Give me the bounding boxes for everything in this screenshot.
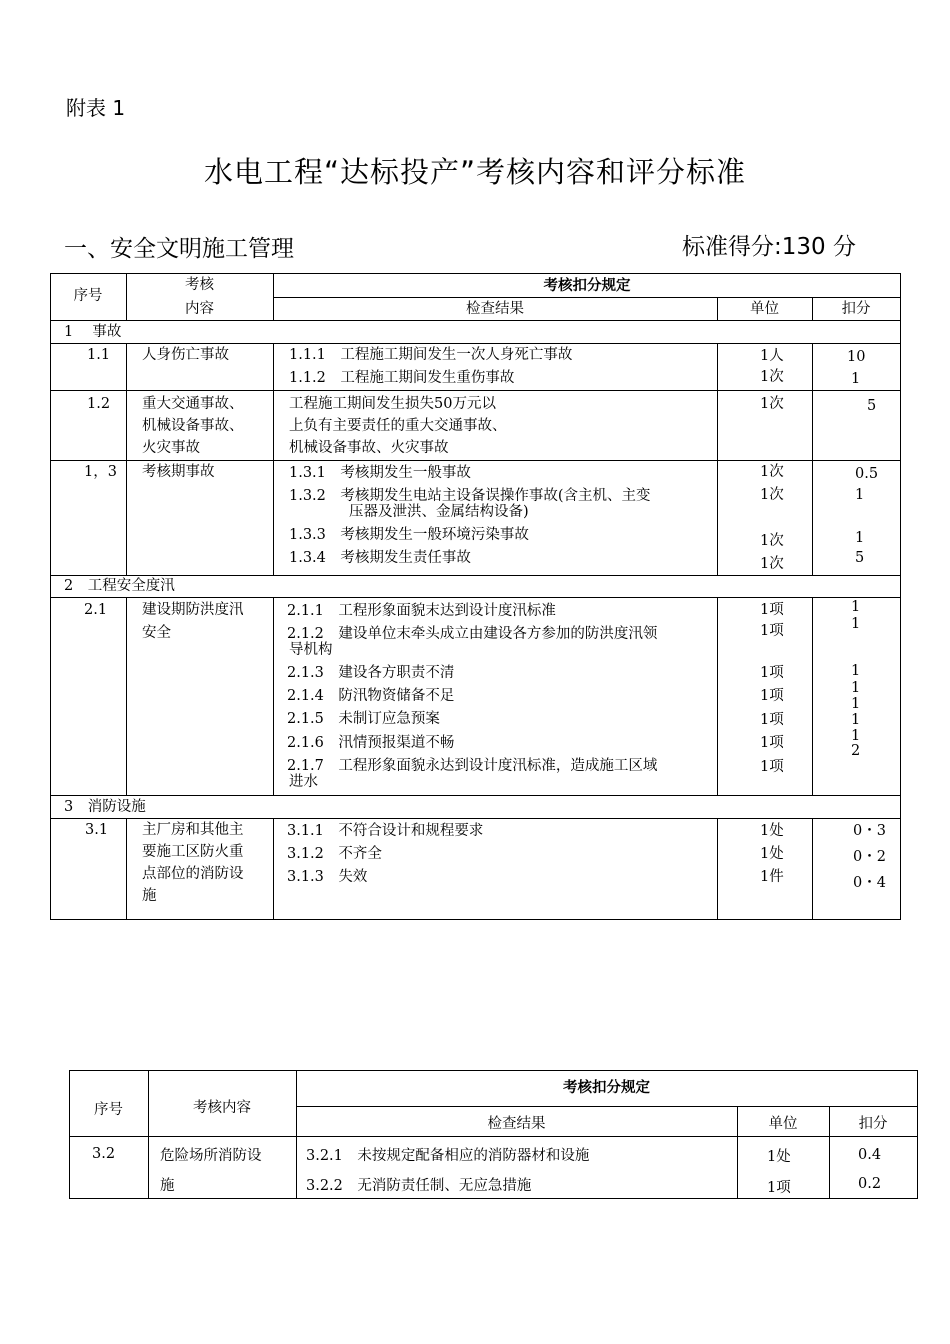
row-seq: 1.2 [87,396,111,412]
row-item: 1.1.2 工程施工期间发生重伤事故 [289,370,515,386]
row-item: 1.3.3 考核期发生一般环境污染事故 [289,527,529,543]
row-item: 2.1.5 未制订应急预案 [287,711,440,727]
row-item: 1.1.1 工程施工期间发生一次人身死亡事故 [289,347,573,363]
header-unit: 单位 [750,301,779,317]
row-seq: 3.2 [92,1146,116,1162]
row-deduct: 1 [851,712,861,728]
row-deduct: 1 [855,530,865,546]
standard-score: 标准得分:130 分 [682,234,856,260]
row-unit: 1次 [760,396,784,412]
row-item: 3.1.3 失效 [287,869,368,885]
row-unit: 1件 [760,869,784,885]
row-deduct: 1 [851,371,861,387]
header-content: 考核内容 [193,1100,251,1116]
header-content-line1: 考核 [185,277,214,293]
header-rule: 考核扣分规定 [563,1080,650,1096]
row-unit: 1次 [760,556,784,572]
row-deduct: 0・4 [853,875,886,891]
row-deduct: 0.2 [858,1176,882,1192]
row-deduct: 0.5 [855,466,879,482]
row-item: 工程施工期间发生损失50万元以 [289,396,496,412]
row-unit: 1处 [760,846,784,862]
row-unit: 1项 [760,688,784,704]
row-content: 重大交通事故、 [142,396,244,412]
header-rule: 考核扣分规定 [543,278,631,294]
header-result: 检查结果 [487,1116,546,1132]
row-content: 危险场所消防设 [160,1148,262,1164]
row-item: 1.3.4 考核期发生责任事故 [289,550,471,566]
row-content: 建设期防洪度汛 [142,602,244,618]
row-item: 1.3.1 考核期发生一般事故 [289,465,471,481]
row-unit: 1处 [767,1149,791,1165]
row-content: 施 [160,1178,175,1194]
row-unit: 1项 [760,602,784,618]
row-deduct: 1 [855,487,865,503]
row-unit: 1项 [760,665,784,681]
row-item: 3.1.1 不符合设计和规程要求 [287,823,484,839]
row-deduct: 1 [851,599,861,615]
row-deduct: 0・3 [853,823,886,839]
row-seq: 3.1 [85,822,109,838]
row-content: 主厂房和其他主 [142,822,244,838]
row-unit: 1次 [760,487,784,503]
row-deduct: 1 [851,616,861,632]
header-unit: 单位 [768,1116,798,1132]
row-item: 2.1.6 汛情预报渠道不畅 [287,735,455,751]
row-item: 3.1.2 不齐全 [287,846,382,862]
row-item: 1.3.2 考核期发生电站主设备误操作事故(含主机、主变 [289,488,651,504]
row-deduct: 10 [847,349,866,365]
row-content: 要施工区防火重 [142,844,244,860]
row-item: 进水 [289,774,318,790]
row-content: 施 [142,888,157,904]
group-row-flood: 2 工程安全度汛 [64,578,175,594]
row-item: 2.1.1 工程形象面貌末达到设计度汛标准 [287,603,556,619]
row-unit: 1次 [760,464,784,480]
row-deduct: 0.4 [858,1147,882,1163]
header-seq: 序号 [94,1102,123,1118]
row-content: 火灾事故 [142,440,200,456]
row-content: 点部位的消防设 [142,866,244,882]
row-content: 安全 [142,625,171,641]
row-content: 机械设备事故、 [142,418,244,434]
row-item: 2.1.2 建设单位末牵头成立由建设各方参加的防洪度汛领 [287,626,658,642]
row-unit: 1项 [760,759,784,775]
group-row-fire: 3 消防设施 [64,799,146,815]
row-deduct: 1 [851,663,861,679]
row-unit: 1人 [760,348,784,364]
appendix-label: 附表 1 [66,96,126,120]
row-item: 2.1.7 工程形象面貌永达到设计度汛标准，造成施工区域 [287,758,658,774]
row-seq: 1.1 [87,347,111,363]
row-item: 上负有主要责任的重大交通事故、 [289,418,507,434]
row-unit: 1次 [760,533,784,549]
row-item: 压器及泄洪、金属结构设备) [349,504,529,520]
page-title: 水电工程“达标投产”考核内容和评分标准 [203,155,747,189]
row-content: 人身伤亡事故 [142,347,229,363]
row-unit: 1项 [767,1180,791,1196]
row-item: 2.1.4 防汛物资储备不足 [287,688,455,704]
row-deduct: 5 [867,398,877,414]
row-unit: 1项 [760,712,784,728]
header-content-line2: 内容 [185,301,214,317]
row-deduct: 1 [851,728,861,744]
row-unit: 1项 [760,735,784,751]
row-deduct: 1 [851,680,861,696]
row-unit: 1次 [760,369,784,385]
row-seq: 1，3 [84,464,117,480]
row-unit: 1项 [760,623,784,639]
row-item: 3.2.1 未按规定配备相应的消防器材和设施 [306,1148,590,1164]
row-item: 2.1.3 建设各方职责不清 [287,665,455,681]
header-deduct: 扣分 [841,301,871,317]
row-deduct: 0・2 [853,849,886,865]
row-deduct: 2 [851,743,861,759]
row-seq: 2.1 [84,602,108,618]
header-result: 检查结果 [466,301,524,317]
row-item: 机械设备事故、火灾事故 [289,440,449,456]
row-item: 3.2.2 无消防责任制、无应急措施 [306,1178,532,1194]
section-heading: 一、安全文明施工管理 [64,236,294,262]
group-row-accident: 1 事故 [64,324,122,340]
row-content: 考核期事故 [142,464,215,480]
row-item: 导机构 [289,642,333,658]
header-seq: 序号 [73,288,103,304]
row-deduct: 5 [855,550,865,566]
header-deduct: 扣分 [858,1116,888,1132]
row-deduct: 1 [851,696,861,712]
row-unit: 1处 [760,823,784,839]
